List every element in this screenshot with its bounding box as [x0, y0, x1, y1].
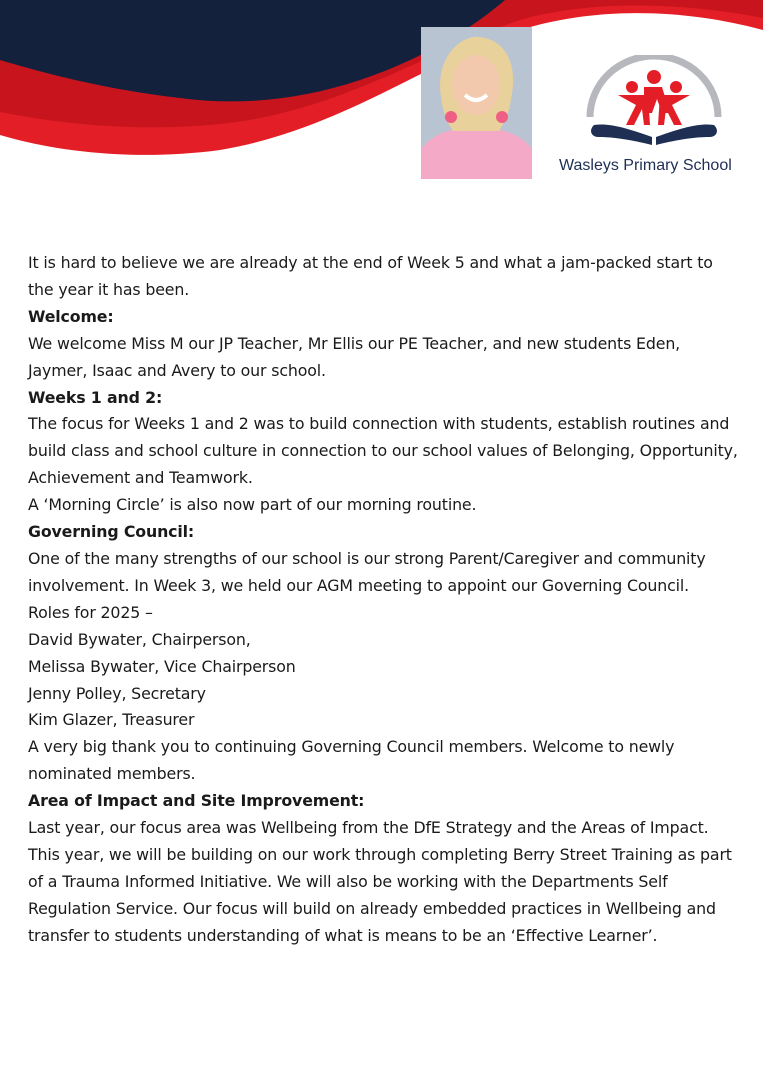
impact-paragraph: Last year, our focus area was Wellbeing from the DfE Strategy and the Areas of Impact. This year, we will be building on our work through completing Berry Street Training as part of a Trauma Informed Initiative. We will also be working with the Departments Self Regulation Service. Our focus will build on already embedded practices in Wellbeing and transfer to students understanding of what is means to be an ‘Effective Learner’.	[28, 818, 732, 945]
staff-portrait	[421, 27, 532, 179]
school-name: Wasleys Primary School	[559, 157, 732, 174]
newsletter-content	[28, 250, 740, 950]
morning-circle-paragraph: A ‘Morning Circle’ is also now part of our morning routine.	[28, 495, 477, 515]
weeks-paragraph: The focus for Weeks 1 and 2 was to build connection with students, establish routines and build class and school culture in connection to our school values of Belonging, Opportunity, Achievement and Teamwork.	[28, 414, 738, 488]
logo-arc	[590, 56, 718, 117]
logo-hands-icon	[591, 125, 717, 146]
weeks-heading: Weeks 1 and 2:	[28, 387, 163, 407]
school-logo	[578, 55, 728, 155]
council-thanks-paragraph: A very big thank you to continuing Governing Council members. Welcome to newly nominated members.	[28, 737, 675, 784]
council-paragraph: One of the many strengths of our school is our strong Parent/Caregiver and community involvement. In Week 3, we held our AGM meeting to appoint our Governing Council.	[28, 548, 706, 595]
impact-heading: Area of Impact and Site Improvement:	[28, 791, 365, 811]
role-item: David Bywater, Chairperson,	[28, 629, 251, 649]
roles-intro: Roles for 2025 –	[28, 602, 153, 622]
role-item: Melissa Bywater, Vice Chairperson	[28, 656, 296, 676]
welcome-heading: Welcome:	[28, 306, 114, 326]
logo-figures-icon	[618, 70, 690, 125]
portrait-icon	[421, 27, 532, 179]
intro-paragraph: It is hard to believe we are already at the end of Week 5 and what a jam-packed start to the year it has been.	[28, 253, 713, 299]
role-item: Jenny Polley, Secretary	[28, 683, 206, 703]
welcome-paragraph: We welcome Miss M our JP Teacher, Mr Ellis our PE Teacher, and new students Eden, Jaymer, Isaac and Avery to our school.	[28, 333, 681, 380]
role-item: Kim Glazer, Treasurer	[28, 710, 195, 730]
council-heading: Governing Council:	[28, 522, 195, 542]
